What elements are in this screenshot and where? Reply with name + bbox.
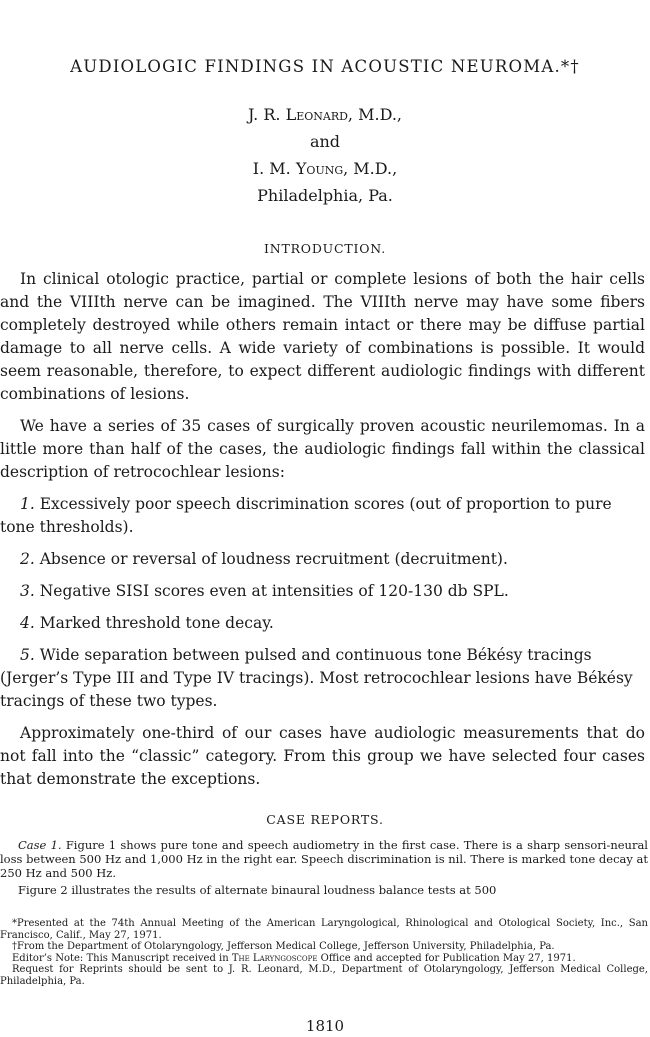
introduction-body	[0, 268, 645, 791]
introduction-heading: INTRODUCTION.	[263, 241, 387, 256]
author-2: I. M. Young, M.D.,	[252, 159, 398, 178]
author-block	[0, 102, 650, 210]
criterion-item: 1. Excessively poor speech discrimination scores (out of proportion to pure tone thresholds).	[0, 495, 612, 536]
criterion-item: 3. Negative SISI scores even at intensities of 120-130 db SPL.	[20, 582, 509, 600]
footnote-editor-note: Editor’s Note: This Manuscript received in The Laryngoscope Office and accepted for Publication May 27, 1971.	[12, 952, 576, 964]
intro-paragraph-1: In clinical otologic practice, partial or complete lesions of both the hair cells and the VIIIth nerve can be imagined. The VIIIth nerve may have some fibers completely destroyed while others remain intact or there may be diffuse partial damage to all nerve cells. A wide variety of combinations is possible. It would seem reasonable, therefore, to expect different audiologic findings with different combinations of lesions.	[0, 270, 645, 403]
footnote-department: †From the Department of Otolaryngology, Jefferson Medical College, Jefferson University, Philadelphia, Pa.	[12, 941, 555, 952]
case-1-paragraph: Case 1. Figure 1 shows pure tone and speech audiometry in the first case. There is a sharp sensori-neural loss between 500 Hz and 1,000 Hz in the right ear. Speech discrimination is nil. There is marked tone decay at 250 Hz and 500 Hz.	[0, 838, 648, 880]
criterion-item: 2. Absence or reversal of loudness recruitment (decruitment).	[20, 550, 508, 568]
intro-paragraph-3: Approximately one-third of our cases have audiologic measurements that do not fall into the “classic” category. From this group we have selected four cases that demonstrate the exceptions.	[0, 724, 645, 788]
footnote-reprints: Request for Reprints should be sent to J. R. Leonard, M.D., Department of Otolaryngology, Jefferson Medical College, Philadelphia, Pa.	[0, 964, 648, 987]
page-number: 1810	[305, 1017, 345, 1035]
author-1: J. R. Leonard, M.D.,	[248, 105, 402, 124]
case-reports-body	[0, 838, 648, 897]
author-location: Philadelphia, Pa.	[257, 186, 393, 205]
intro-paragraph-2: We have a series of 35 cases of surgically proven acoustic neurilemomas. In a little more than half of the cases, the audiologic findings fall within the classical description of retrocochlear lesions:	[0, 417, 645, 481]
author-conjunction: and	[309, 132, 341, 151]
criterion-item: 5. Wide separation between pulsed and continuous tone Békésy tracings (Jerger’s Type III and Type IV tracings). Most retrocochlear lesions have Békésy tracings of these two types.	[0, 646, 633, 710]
footnote-presented: *Presented at the 74th Annual Meeting of the American Laryngological, Rhinological and Otological Society, Inc., San Francisco, Calif., May 27, 1971.	[0, 918, 648, 941]
criterion-item: 4. Marked threshold tone decay.	[20, 614, 274, 632]
figure-2-paragraph: Figure 2 illustrates the results of alternate binaural loudness balance tests at 500	[18, 883, 497, 897]
case-reports-heading: CASE REPORTS.	[266, 812, 384, 827]
footnotes	[0, 918, 648, 987]
article-title: AUDIOLOGIC FINDINGS IN ACOUSTIC NEUROMA.*†	[70, 57, 580, 76]
